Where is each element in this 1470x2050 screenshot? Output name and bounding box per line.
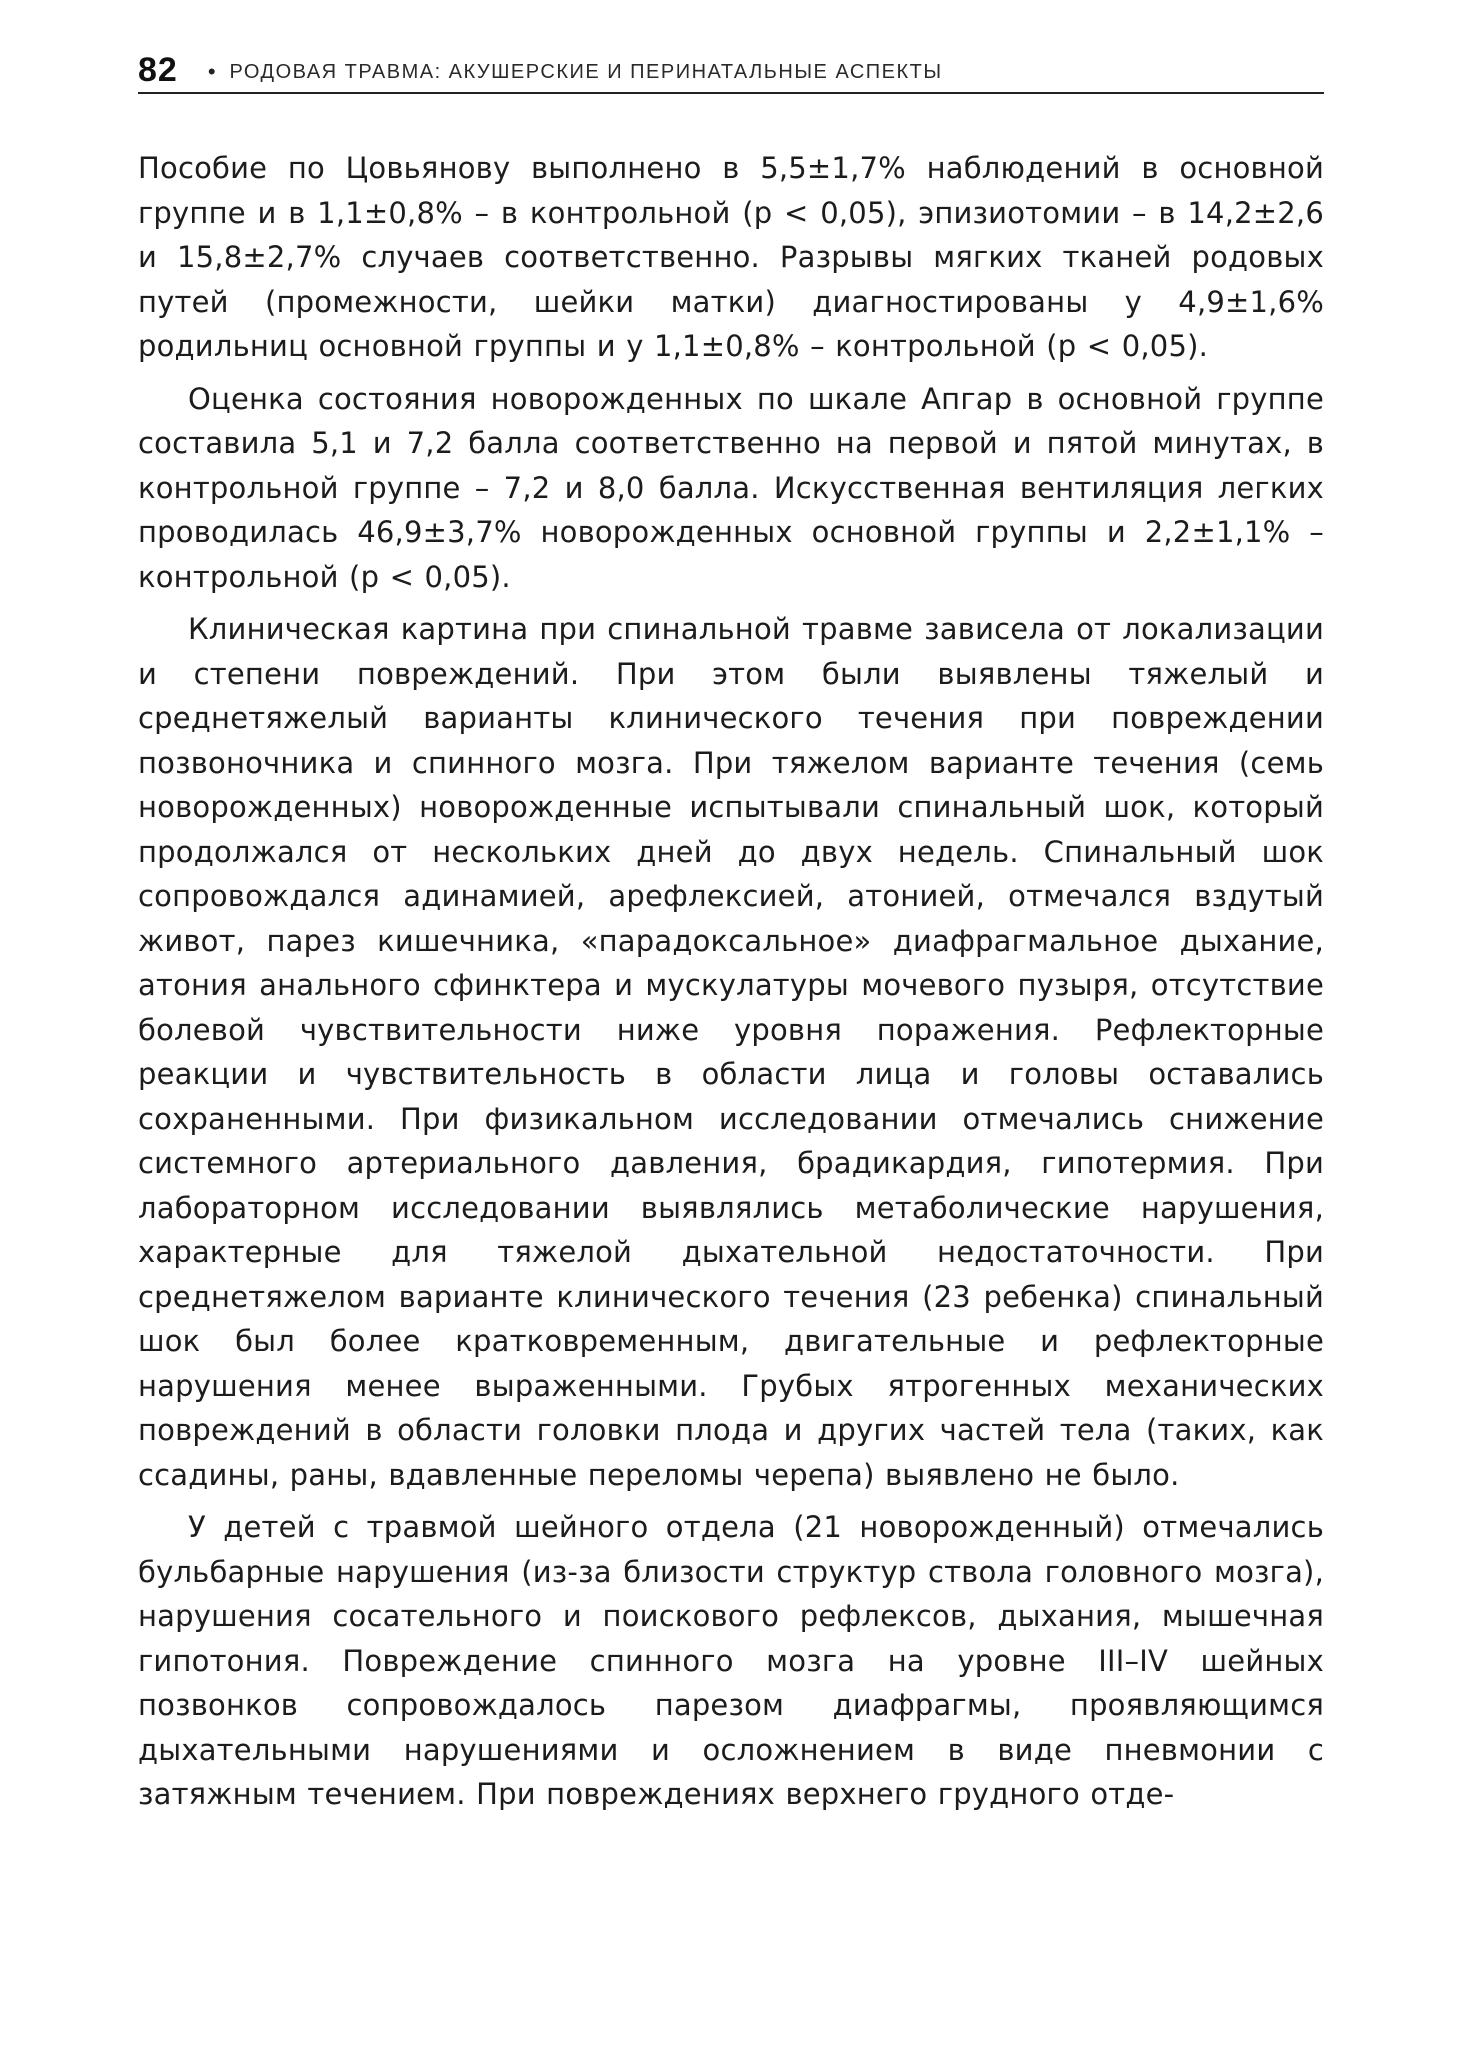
paragraph: Оценка состояния новорожденных по шкале Апгар в основной группе составила 5,1 и 7,2 балла соответственно на первой и пятой минутах, в контрольной группе – 7,2 и 8,0 балла. Искусственная вентиляция легких проводилась 46,9±3,7% новорожденных основной группы и 2,2±1,1% – контрольной (p < 0,05). bbox=[138, 381, 1324, 594]
running-title: РОДОВАЯ ТРАВМА: АКУШЕРСКИЕ И ПЕРИНАТАЛЬНЫЕ АСПЕКТЫ bbox=[229, 61, 943, 83]
paragraph: Клиническая картина при спинальной травме зависела от локализации и степени повреждений. При этом были выявлены тяжелый и среднетяжелый варианты клинического течения при повреждении позвоночника и спинного мозга. При тяжелом варианте течения (семь новорожденных) новорожденные испытывали спинальный шок, который продолжался от нескольких дней до двух недель. Спинальный шок сопровождался адинамией, арефлексией, атонией, отмечался вздутый живот, парез кишечника, «парадоксальное» диафрагмальное дыхание, атония анального сфинктера и мускулатуры мочевого пузыря, отсутствие болевой чувствительности ниже уровня поражения. Рефлекторные реакции и чувствительность в области лица и головы оставались сохраненными. При физикальном исследовании отмечались снижение системного артериального давления, брадикардия, гипотермия. При лабораторном исследовании выявлялись метаболические нарушения, характерные для тяжелой дыхательной недостаточности. При среднетяжелом варианте клинического течения (23 ребенка) спинальный шок был более кратковременным, двигательные и рефлекторные нарушения менее выраженными. Грубых ятрогенных механических повреждений в области головки плода и других частей тела (таких, как ссадины, раны, вдавленные переломы черепа) выявлено не было. bbox=[138, 612, 1324, 1492]
header-bullet: • bbox=[207, 59, 216, 84]
paragraph: У детей с травмой шейного отдела (21 новорожденный) отмечались бульбарные нарушения (из-за близости структур ствола головного мозга), нарушения сосательного и поискового рефлексов, дыхания, мышечная гипотония. Повреждение спинного мозга на уровне III–IV шейных позвонков сопровождалось парезом диафрагмы, проявляющимся дыхательными нарушениями и осложнением в виде пневмонии с затяжным течением. При повреждениях верхнего грудного отде- bbox=[138, 1510, 1324, 1811]
paragraph: Пособие по Цовьянову выполнено в 5,5±1,7% наблюдений в основной группе и в 1,1±0,8% – в контрольной (p < 0,05), эпизиотомии – в 14,2±2,6 и 15,8±2,7% случаев соответственно. Разрывы мягких тканей родовых путей (промежности, шейки матки) диагностированы у 4,9±1,6% родильниц основной группы и у 1,1±0,8% – контрольной (p < 0,05). bbox=[138, 151, 1324, 363]
body-text bbox=[138, 146, 1324, 1825]
header-divider bbox=[138, 92, 1324, 94]
page-header bbox=[138, 42, 1324, 90]
page-number: 82 bbox=[138, 51, 178, 89]
